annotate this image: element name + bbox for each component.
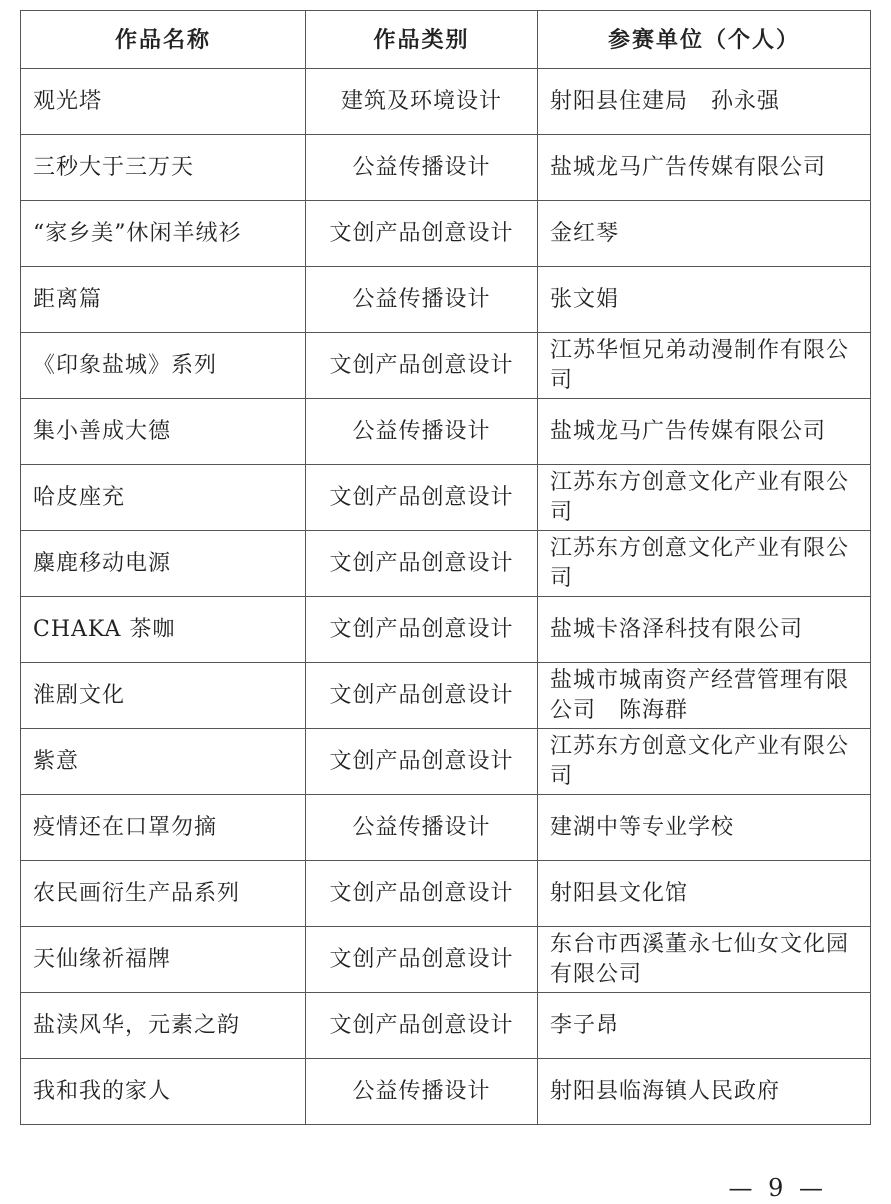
work-category-cell: 文创产品创意设计 (306, 663, 538, 729)
entrant-cell: 东台市西溪董永七仙女文化园有限公司 (538, 927, 871, 993)
table-row (21, 201, 871, 267)
work-name-cell: 观光塔 (21, 69, 306, 135)
entrant-cell: 江苏东方创意文化产业有限公司 (538, 465, 871, 531)
work-category-cell: 文创产品创意设计 (306, 531, 538, 597)
entrant-cell: 建湖中等专业学校 (538, 795, 871, 861)
work-category-cell: 公益传播设计 (306, 1059, 538, 1125)
work-name-cell: 紫意 (21, 729, 306, 795)
work-category-cell: 公益传播设计 (306, 267, 538, 333)
work-category-cell: 文创产品创意设计 (306, 993, 538, 1059)
table-row (21, 333, 871, 399)
header-work-category: 作品类别 (306, 11, 538, 69)
entrant-cell: 江苏东方创意文化产业有限公司 (538, 531, 871, 597)
work-name-cell: 淮剧文化 (21, 663, 306, 729)
table-row (21, 399, 871, 465)
work-name-cell: 天仙缘祈福牌 (21, 927, 306, 993)
work-category-cell: 文创产品创意设计 (306, 729, 538, 795)
table-row (21, 597, 871, 663)
work-name-cell: 盐渎风华，元素之韵 (21, 993, 306, 1059)
table-row (21, 993, 871, 1059)
work-category-cell: 文创产品创意设计 (306, 201, 538, 267)
work-name-cell: 集小善成大德 (21, 399, 306, 465)
entrant-cell: 盐城龙马广告传媒有限公司 (538, 399, 871, 465)
entrant-cell: 射阳县文化馆 (538, 861, 871, 927)
entrant-cell: 金红琴 (538, 201, 871, 267)
work-name-cell: “家乡美”休闲羊绒衫 (21, 201, 306, 267)
table-body (21, 69, 871, 1125)
table-row (21, 861, 871, 927)
work-category-cell: 公益传播设计 (306, 135, 538, 201)
entrant-cell: 江苏华恒兄弟动漫制作有限公司 (538, 333, 871, 399)
header-row (21, 11, 871, 69)
work-name-cell: 疫情还在口罩勿摘 (21, 795, 306, 861)
entrant-cell: 李子昂 (538, 993, 871, 1059)
header-work-name: 作品名称 (21, 11, 306, 69)
work-name-cell: 三秒大于三万天 (21, 135, 306, 201)
work-category-cell: 文创产品创意设计 (306, 465, 538, 531)
work-name-cell: 哈皮座充 (21, 465, 306, 531)
work-category-cell: 文创产品创意设计 (306, 597, 538, 663)
table-row (21, 531, 871, 597)
work-category-cell: 文创产品创意设计 (306, 333, 538, 399)
table-row (21, 1059, 871, 1125)
entrant-cell: 射阳县住建局 孙永强 (538, 69, 871, 135)
work-name-cell: 我和我的家人 (21, 1059, 306, 1125)
award-table (20, 10, 871, 1125)
work-name-cell: 农民画衍生产品系列 (21, 861, 306, 927)
table-row (21, 69, 871, 135)
entrant-cell: 江苏东方创意文化产业有限公司 (538, 729, 871, 795)
table-row (21, 795, 871, 861)
work-category-cell: 文创产品创意设计 (306, 927, 538, 993)
page-number: — 9 — (728, 1174, 827, 1202)
entrant-cell: 盐城市城南资产经营管理有限公司 陈海群 (538, 663, 871, 729)
table-row (21, 729, 871, 795)
work-category-cell: 公益传播设计 (306, 795, 538, 861)
entrant-cell: 盐城卡洛泽科技有限公司 (538, 597, 871, 663)
entrant-cell: 张文娟 (538, 267, 871, 333)
work-name-cell: 《印象盐城》系列 (21, 333, 306, 399)
work-name-cell: 麋鹿移动电源 (21, 531, 306, 597)
table-row (21, 465, 871, 531)
work-category-cell: 建筑及环境设计 (306, 69, 538, 135)
work-name-cell: 距离篇 (21, 267, 306, 333)
header-entrant: 参赛单位（个人） (538, 11, 871, 69)
table-row (21, 135, 871, 201)
table-row (21, 663, 871, 729)
entrant-cell: 盐城龙马广告传媒有限公司 (538, 135, 871, 201)
table-row (21, 927, 871, 993)
work-name-cell: CHAKA 茶咖 (21, 597, 306, 663)
work-category-cell: 公益传播设计 (306, 399, 538, 465)
table-header (21, 11, 871, 69)
table-row (21, 267, 871, 333)
work-category-cell: 文创产品创意设计 (306, 861, 538, 927)
entrant-cell: 射阳县临海镇人民政府 (538, 1059, 871, 1125)
